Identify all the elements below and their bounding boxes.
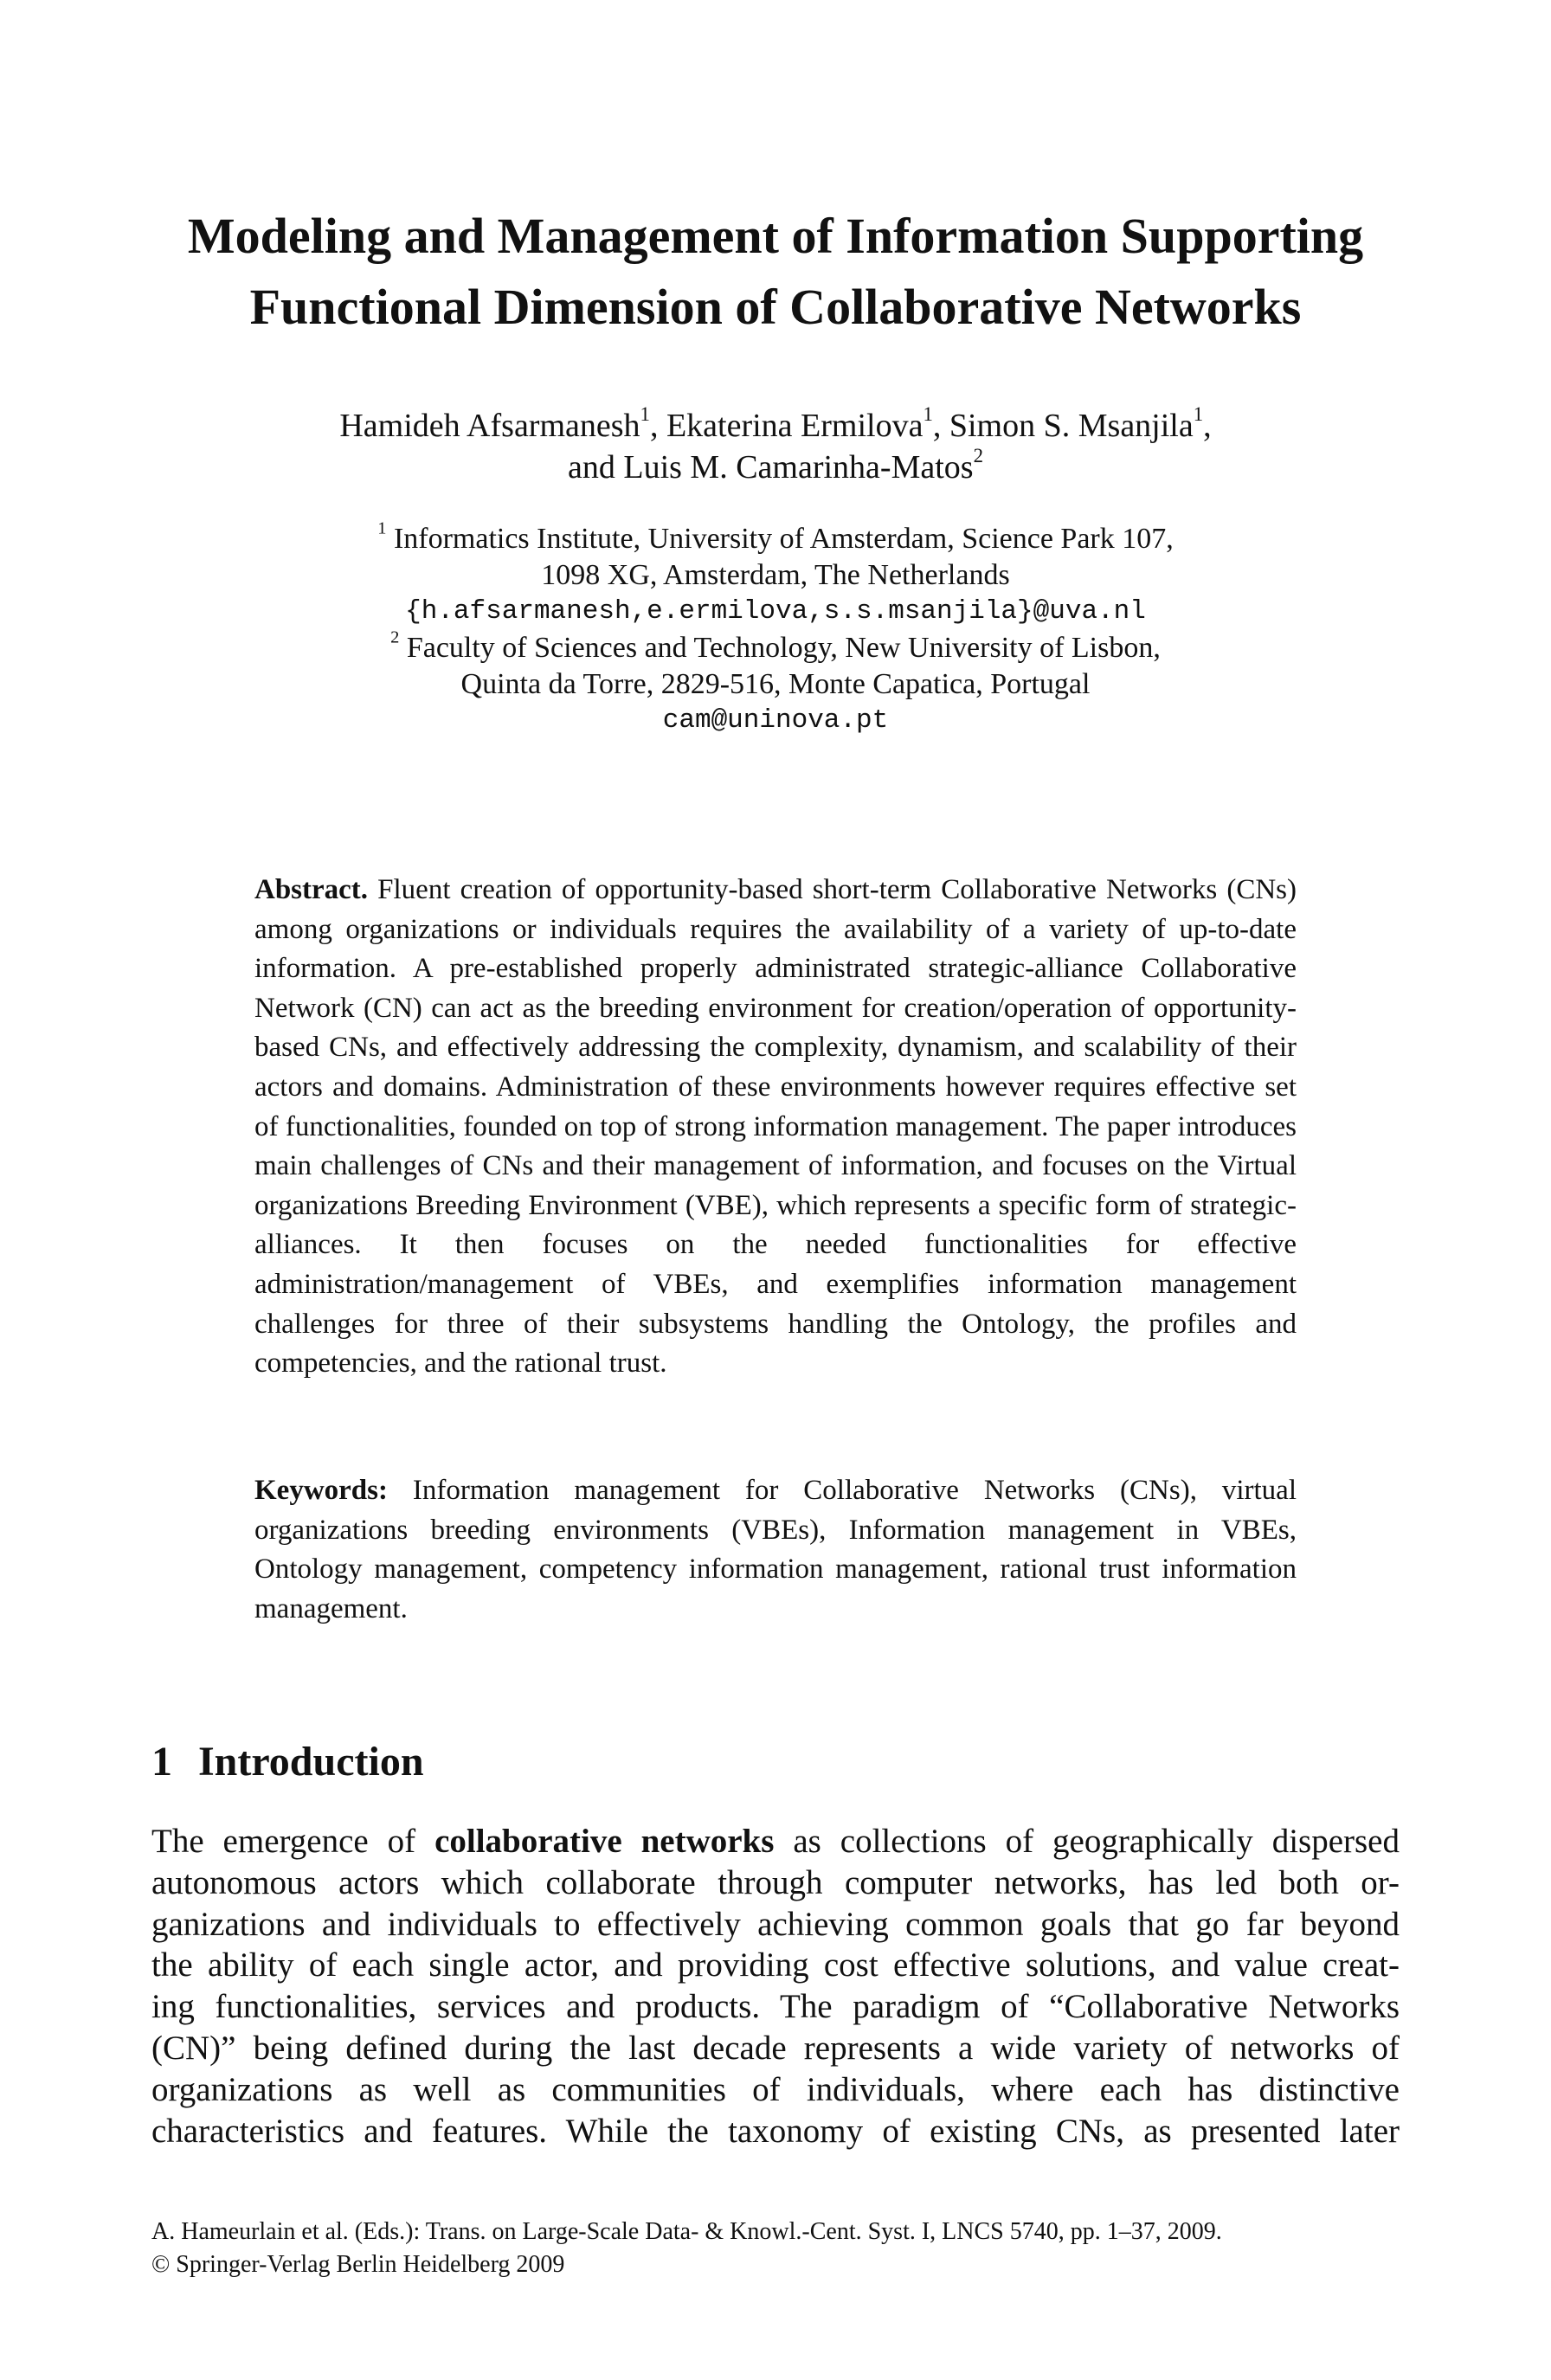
affiliation-marker: 1 (923, 402, 933, 425)
abstract (254, 871, 1297, 1384)
paragraph-line: ing functionalities, services and products. The paradigm of “Collaborative Networks (151, 1988, 1400, 2026)
title-line-2: Functional Dimension of Collaborative Networks (249, 279, 1302, 335)
text-run: as collections of geographically dispersed (793, 1823, 1400, 1860)
keywords (254, 1471, 1297, 1629)
paragraph-line: autonomous actors which collaborate through computer networks, has led both or- (151, 1863, 1400, 1901)
title-line-1: Modeling and Management of Information Supporting (187, 208, 1364, 264)
affiliation-marker: 2 (973, 444, 983, 466)
affiliation-1-line-2: 1098 XG, Amsterdam, The Netherlands (541, 559, 1010, 591)
affiliation-marker: 1 (1193, 402, 1204, 425)
affiliation-marker: 1 (640, 402, 650, 425)
paragraph-line: the ability of each single actor, and providing cost effective solutions, and value creat- (151, 1946, 1400, 1984)
introduction-paragraph (151, 1821, 1400, 2152)
author-line-2 (0, 444, 1551, 488)
abstract-label: Abstract. (254, 874, 369, 905)
paragraph-line: ganizations and individuals to effectively achieving common goals that go far beyond (151, 1905, 1400, 1943)
page-footer (151, 2216, 1222, 2281)
author-name: Ekaterina Ermilova (666, 408, 924, 444)
affiliations (0, 518, 1551, 739)
affiliation-1-line-1 (0, 518, 1551, 557)
author-list (0, 402, 1551, 488)
affiliation-2-email[interactable]: cam@uninova.pt (662, 705, 889, 736)
paragraph-line: (CN)” being defined during the last decade represents a wide variety of networks of (151, 2029, 1400, 2067)
copyright-line: © Springer-Verlag Berlin Heidelberg 2009 (151, 2251, 565, 2278)
author-name: Simon S. Msanjila (949, 408, 1194, 444)
citation-line: A. Hameurlain et al. (Eds.): Trans. on Large-Scale Data- & Knowl.-Cent. Syst. I, LNCS 5740, pp. 1–37, 2009. (151, 2218, 1222, 2245)
author-line-1: Hamideh Afsarmanesh$^1$, Ekaterina Ermilova$^1$, Simon S. Msanjila$^1$, (339, 402, 1212, 444)
keywords-label: Keywords: (254, 1475, 388, 1506)
text-run: The emergence of (151, 1823, 416, 1860)
section-number: 1 (151, 1739, 172, 1785)
affiliation-2-line-2: Quinta da Torre, 2829-516, Monte Capatica, Portugal (460, 668, 1091, 700)
bold-term: collaborative networks (434, 1823, 775, 1860)
author-name: and Luis M. Camarinha-Matos (568, 449, 974, 486)
affiliation-text: Informatics Institute, University of Amsterdam, Science Park 107, (393, 523, 1174, 555)
author-name: Hamideh Afsarmanesh (339, 408, 640, 444)
affiliation-marker: 2 (390, 627, 400, 647)
abstract-text: Fluent creation of opportunity-based short-term Collaborative Networks (CNs) among organizations or individuals requires the availability of a variety of up-to-date information. A pre-established properly administrated strategic-alliance Collaborative Network (CN) can act as the breeding environment for creation/operation of opportunity-based CNs, and effectively addressing the complexity, dynamism, and scalability of their actors and domains. Administration of these environments however requires effective set of functionalities, founded on top of strong information management. The paper introduces main challenges of CNs and their management of information, and focuses on the Virtual organizations Breeding Environment (VBE), which represents a specific form of strategic-alliances. It then focuses on the needed functionalities for effective administration/management of VBEs, and exemplifies information management challenges for three of their subsystems handling the Ontology, the profiles and competencies, and the rational trust. (254, 874, 1297, 1380)
section-title: Introduction (198, 1739, 424, 1785)
affiliation-marker: 1 (377, 518, 387, 538)
paragraph-line (151, 1821, 1400, 1862)
paragraph-line: characteristics and features. While the taxonomy of existing CNs, as presented later (151, 2112, 1400, 2150)
paper-title (0, 201, 1551, 343)
section-heading (151, 1736, 424, 1788)
affiliation-1-email[interactable]: {h.afsarmanesh,e.ermilova,s.s.msanjila}@uva.nl (405, 596, 1146, 627)
keywords-text: Information management for Collaborative Networks (CNs), virtual organizations breeding environments (VBEs), Information management in VBEs, Ontology management, competency information management, rational trust information management. (254, 1475, 1297, 1624)
affiliation-2-line-1 (0, 627, 1551, 666)
affiliation-text: Faculty of Sciences and Technology, New University of Lisbon, (406, 632, 1161, 664)
paragraph-line: organizations as well as communities of individuals, where each has distinctive (151, 2070, 1400, 2108)
